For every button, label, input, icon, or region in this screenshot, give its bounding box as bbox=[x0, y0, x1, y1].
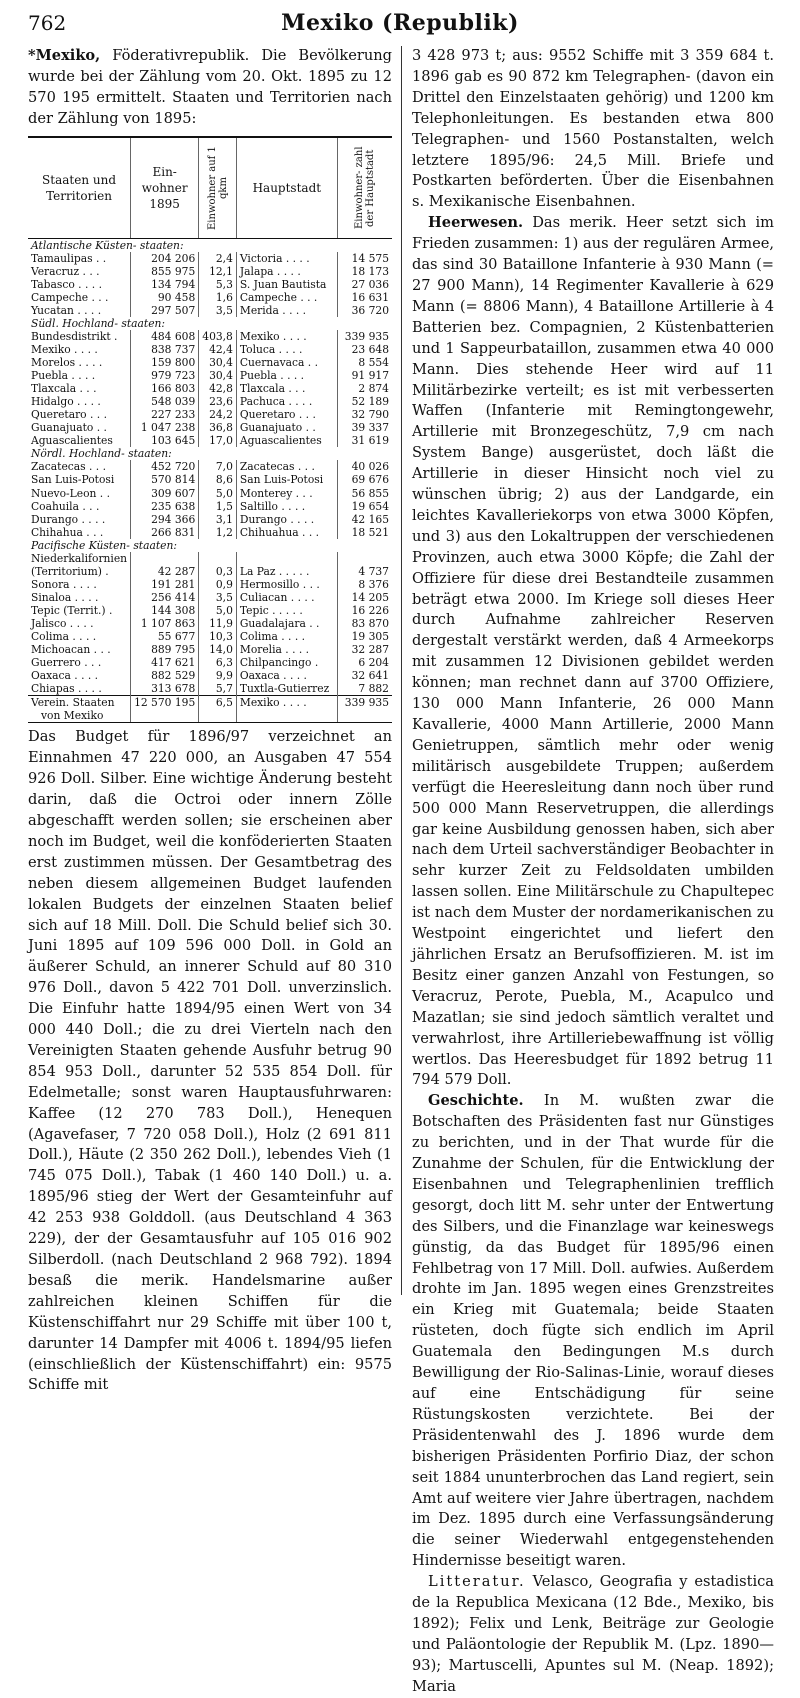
cell-population: 144 308 bbox=[131, 604, 199, 617]
cell-capital: Guanajuato . . bbox=[236, 421, 337, 434]
header-capital: Hauptstadt bbox=[236, 137, 337, 239]
cell-capital: Chihuahua . . . bbox=[236, 526, 337, 539]
cell-capital: Colima . . . . bbox=[236, 630, 337, 643]
states-table bbox=[28, 136, 392, 724]
table-row bbox=[28, 500, 392, 513]
table-row bbox=[28, 330, 392, 343]
table-row bbox=[28, 552, 392, 565]
table-row bbox=[28, 278, 392, 291]
table-row bbox=[28, 604, 392, 617]
cell-capital-population: 16 631 bbox=[337, 291, 392, 304]
cell-population: 134 794 bbox=[131, 278, 199, 291]
cell-state: Yucatan . . . . bbox=[31, 303, 102, 317]
table-row bbox=[28, 617, 392, 630]
table-body bbox=[28, 238, 392, 723]
total-row bbox=[28, 696, 392, 723]
cell-capital-population: 39 337 bbox=[337, 421, 392, 434]
cell-state: Colima . . . . bbox=[31, 630, 97, 644]
section-title: Südl. Hochland- staaten: bbox=[31, 316, 166, 330]
cell-capital-population: 52 189 bbox=[337, 395, 392, 408]
cell-capital: Victoria . . . . bbox=[236, 252, 337, 265]
cell-population: 204 206 bbox=[131, 252, 199, 265]
cell-state: Jalisco . . . . bbox=[31, 616, 94, 630]
budget-paragraph: Das Budget für 1896/97 verzeichnet an Einnahmen 47 220 000, an Ausgaben 47 554 926 Doll. Silber. Eine wichtige Änderung besteht darin, daß die Octroi oder innern Zölle abgeschafft werden sollen; sie erscheinen aber noch im Budget, weil die konföderierten Staaten erst zustimmen müssen. Der Gesamtbetrag des neben diesem allgemeinen Budget laufenden lokalen Budgets der einzelnen Staaten belief sich auf 18 Mill. Doll. Die Schuld belief sich 30. Juni 1895 auf 109 596 000 Doll. in Gold an äußerer Schuld, an innerer Schuld auf 80 310 976 Doll., davon 5 422 701 Doll. unverzinslich. Die Einfuhr hatte 1894/95 einen Wert von 34 000 440 Doll.; die zu drei Vierteln nach den Vereinigten Staaten gehende Ausfuhr betrug 90 854 953 Doll., darunter 52 535 854 Doll. für Edelmetalle; sonst waren Hauptausfuhrwaren: Kaffee (12 270 783 Doll.), Henequen (Agavefaser, 7 720 058 Doll.), Holz (2 691 811 Doll.), Häute (2 350 262 Doll.), lebendes Vieh (1 745 075 Doll.), Tabak (1 460 140 Doll.) u. a. 1895/96 stieg der Wert der Gesamteinfuhr auf 42 253 938 Golddoll. (aus Deutschland 4 363 229), der der Gesamtausfuhr auf 105 016 902 Silberdoll. (nach Deutschland 2 968 792). 1894 besaß die merik. Handelsmarine außer zahlreichen kleinen Schiffen für die Küstenschiffahrt nur 29 Schiffe mit über 100 t, darunter 14 Dampfer mit 4006 t. 1894/95 liefen (einschließlich der Küstenschiffahrt) ein: 9575 Schiffe mit bbox=[28, 728, 392, 1394]
cell-capital-population: 56 855 bbox=[337, 487, 392, 500]
cell-capital: Puebla . . . . bbox=[236, 369, 337, 382]
cell-capital-population: 32 790 bbox=[337, 408, 392, 421]
cell-population: 191 281 bbox=[131, 578, 199, 591]
table-row bbox=[28, 434, 392, 447]
total-capital: Mexiko . . . . bbox=[236, 696, 337, 723]
cell-capital: Hermosillo . . . bbox=[236, 578, 337, 591]
cell-population: 90 458 bbox=[131, 291, 199, 304]
cell-state: Nuevo-Leon . . bbox=[31, 486, 110, 500]
cell-density: 30,4 bbox=[199, 356, 237, 369]
cell-density: 10,3 bbox=[199, 630, 237, 643]
cell-density: 11,9 bbox=[199, 617, 237, 630]
cell-capital: Tuxtla-Gutierrez bbox=[236, 682, 337, 696]
header-state: Staaten und Territorien bbox=[28, 137, 131, 239]
cell-density: 403,8 bbox=[199, 330, 237, 343]
cell-state: Guerrero . . . bbox=[31, 656, 102, 670]
cell-state: Bundesdistrikt . bbox=[31, 329, 118, 343]
section-title: Nördl. Hochland- staaten: bbox=[31, 447, 172, 461]
cell-density: 42,4 bbox=[199, 343, 237, 356]
cell-capital-population: 16 226 bbox=[337, 604, 392, 617]
table-row bbox=[28, 369, 392, 382]
cell-population: 103 645 bbox=[131, 434, 199, 447]
cell-density: 3,1 bbox=[199, 513, 237, 526]
table-row bbox=[28, 669, 392, 682]
army-paragraph bbox=[412, 213, 774, 1091]
cell-population: 417 621 bbox=[131, 656, 199, 669]
cell-state: San Luis-Potosi bbox=[31, 473, 115, 487]
table-row bbox=[28, 526, 392, 539]
cell-capital: S. Juan Bautista bbox=[236, 278, 337, 291]
cell-density: 5,0 bbox=[199, 487, 237, 500]
section-row bbox=[28, 539, 392, 552]
section-row bbox=[28, 317, 392, 330]
cell-state: Queretaro . . . bbox=[31, 408, 107, 422]
history-text: In M. wußten zwar die Botschaften des Präsidenten fast nur Günstiges zu berichten, und in der That wurde für die Zunahme der Schulen, für die Entwicklung der Eisenbahnen und Telegraphenlinien trefflich gesorgt, doch litt M. sehr unter der Entwertung des Silbers, und die Finanzlage war keineswegs günstig, da das Budget für 1895/96 einen Fehlbetrag von 17 Mill. Doll. aufwies. Außerdem drohte im Jan. 1895 wegen eines Grenzstreites ein Krieg mit Guatemala; beide Staaten rüsteten, doch fügte sich endlich im April Guatemala den Bedingungen M.s durch Bewilligung der Rio-Salinas-Linie, worauf dieses auf eine Entschädigung für seine Rüstungskosten verzichtete. Bei der Präsidentenwahl des J. 1896 wurde dem bisherigen Präsidenten Porfirio Diaz, der schon seit 1884 ununterbrochen das Land regiert, sein Amt auf weitere vier Jahre übertragen, nachdem im Dez. 1895 durch eine Verfassungsänderung die seiner Wiederwahl entgegenstehenden Hindernisse beseitigt waren. bbox=[412, 1092, 774, 1570]
cell-density: 2,4 bbox=[199, 252, 237, 265]
table-row bbox=[28, 382, 392, 395]
cell-population: 548 039 bbox=[131, 395, 199, 408]
page-header bbox=[28, 8, 772, 38]
total-density: 6,5 bbox=[199, 696, 237, 723]
cell-capital-population bbox=[337, 552, 392, 565]
cell-state: Veracruz . . . bbox=[31, 264, 100, 278]
cell-state: Tepic (Territ.) . bbox=[31, 603, 113, 617]
table-row bbox=[28, 265, 392, 278]
cell-density: 7,0 bbox=[199, 460, 237, 473]
cell-capital-population: 7 882 bbox=[337, 682, 392, 696]
header-density-text: Einwohner auf 1 qkm bbox=[206, 145, 229, 230]
cell-capital: Cuernavaca . . bbox=[236, 356, 337, 369]
army-heading: Heerwesen. bbox=[428, 214, 524, 232]
intro-paragraph bbox=[28, 46, 392, 130]
cell-population: 227 233 bbox=[131, 408, 199, 421]
cell-capital-population: 8 376 bbox=[337, 578, 392, 591]
cell-capital-population: 339 935 bbox=[337, 330, 392, 343]
cell-capital: Tepic . . . . . bbox=[236, 604, 337, 617]
section-row bbox=[28, 238, 392, 252]
cell-capital-population: 19 305 bbox=[337, 630, 392, 643]
cell-capital: Morelia . . . . bbox=[236, 643, 337, 656]
table-row bbox=[28, 460, 392, 473]
table-row bbox=[28, 630, 392, 643]
cell-population bbox=[131, 552, 199, 565]
cell-state: Morelos . . . . bbox=[31, 356, 103, 370]
cell-capital-population: 23 648 bbox=[337, 343, 392, 356]
cell-state: Guanajuato . . bbox=[31, 421, 107, 435]
cell-capital: La Paz . . . . . bbox=[236, 565, 337, 578]
cell-population: 570 814 bbox=[131, 473, 199, 486]
table-row bbox=[28, 395, 392, 408]
cell-state: Hidalgo . . . . bbox=[31, 395, 101, 409]
entry-lead: *Mexiko, bbox=[28, 47, 101, 64]
cell-density: 8,6 bbox=[199, 473, 237, 486]
cell-population: 882 529 bbox=[131, 669, 199, 682]
table-row bbox=[28, 252, 392, 265]
total-state bbox=[28, 696, 131, 723]
cell-capital-population: 4 737 bbox=[337, 565, 392, 578]
table-row bbox=[28, 682, 392, 696]
cell-capital: Toluca . . . . bbox=[236, 343, 337, 356]
table-row bbox=[28, 578, 392, 591]
cell-capital: Campeche . . . bbox=[236, 291, 337, 304]
table-row bbox=[28, 643, 392, 656]
cell-capital-population: 36 720 bbox=[337, 304, 392, 317]
table-row bbox=[28, 473, 392, 486]
cell-state: Durango . . . . bbox=[31, 512, 106, 526]
cell-density: 23,6 bbox=[199, 395, 237, 408]
cell-capital-population: 27 036 bbox=[337, 278, 392, 291]
table-row bbox=[28, 421, 392, 434]
cell-capital: Culiacan . . . . bbox=[236, 591, 337, 604]
cell-state: Sonora . . . . bbox=[31, 577, 97, 591]
cell-state: Aguascalientes bbox=[31, 434, 113, 448]
total-state-line1: Verein. Staaten bbox=[31, 696, 115, 710]
cell-population: 484 608 bbox=[131, 330, 199, 343]
total-capital-population: 339 935 bbox=[337, 696, 392, 723]
cell-state: (Territorium) . bbox=[31, 564, 109, 578]
table-header-row bbox=[28, 137, 392, 239]
cell-density: 30,4 bbox=[199, 369, 237, 382]
cell-density: 0,3 bbox=[199, 565, 237, 578]
cell-capital: Oaxaca . . . . bbox=[236, 669, 337, 682]
cell-density: 5,7 bbox=[199, 682, 237, 696]
table-row bbox=[28, 591, 392, 604]
cell-density: 3,5 bbox=[199, 304, 237, 317]
cell-capital: Jalapa . . . . bbox=[236, 265, 337, 278]
cell-state: Michoacan . . . bbox=[31, 643, 111, 657]
cell-population: 294 366 bbox=[131, 513, 199, 526]
table-row bbox=[28, 656, 392, 669]
table-row bbox=[28, 291, 392, 304]
cell-state: Zacatecas . . . bbox=[31, 460, 107, 474]
intro-text: Föderativrepublik. Die Bevölkerung wurde bei der Zählung vom 20. Okt. 1895 zu 12 570 195 ermittelt. Staaten und Territorien nach der Zählung von 1895: bbox=[28, 47, 392, 127]
literature-text: Velasco, Geografia y estadistica de la Republica Mexicana (12 Bde., Mexiko, bis 1892); Felix und Lenk, Beiträge zur Geologie und Paläontologie der Republik M. (Lpz. 1890—93); Martuscelli, Apuntes sul M. (Neap. 1892); Maria bbox=[412, 1573, 774, 1695]
cell-capital: Pachuca . . . . bbox=[236, 395, 337, 408]
cell-capital-population: 18 173 bbox=[337, 265, 392, 278]
history-heading: Geschichte. bbox=[428, 1092, 524, 1110]
header-capital-population-text: Einwohner- zahl der Hauptstadt bbox=[353, 146, 376, 229]
cell-state: Oaxaca . . . . bbox=[31, 669, 99, 683]
cell-state: Mexiko . . . . bbox=[31, 343, 98, 356]
cell-population: 979 723 bbox=[131, 369, 199, 382]
cell-capital-population: 19 654 bbox=[337, 500, 392, 513]
cell-capital: Monterey . . . bbox=[236, 487, 337, 500]
cell-state: Coahuila . . . bbox=[31, 499, 100, 513]
cell-population: 452 720 bbox=[131, 460, 199, 473]
cell-population: 55 677 bbox=[131, 630, 199, 643]
cell-density: 0,9 bbox=[199, 578, 237, 591]
cell-density: 14,0 bbox=[199, 643, 237, 656]
cell-capital-population: 18 521 bbox=[337, 526, 392, 539]
cell-capital: Guadalajara . . bbox=[236, 617, 337, 630]
cell-state: Tamaulipas . . bbox=[31, 251, 107, 265]
cell-capital bbox=[236, 552, 337, 565]
header-density bbox=[199, 137, 237, 239]
cell-density: 17,0 bbox=[199, 434, 237, 447]
cell-population: 42 287 bbox=[131, 565, 199, 578]
table-row bbox=[28, 487, 392, 500]
running-head: Mexiko (Republik) bbox=[281, 10, 519, 36]
cell-state: Puebla . . . . bbox=[31, 369, 96, 383]
section-row bbox=[28, 447, 392, 460]
cell-population: 159 800 bbox=[131, 356, 199, 369]
table-row bbox=[28, 356, 392, 369]
left-column bbox=[28, 46, 392, 1394]
table-row bbox=[28, 343, 392, 356]
cell-capital-population: 14 205 bbox=[337, 591, 392, 604]
shipping-paragraph: 3 428 973 t; aus: 9552 Schiffe mit 3 359 684 t. 1896 gab es 90 872 km Telegraphen- (davon ein Drittel den Einzelstaaten gehörig) und 1200 km Telephonleitungen. Es bestanden etwa 800 Telegraphen- und 1560 Postanstalten, welch letztere 1895/96: 24,5 Mill. Briefe und Postkarten beförderten. Über die Eisenbahnen s. Mexikanische Eisenbahnen. bbox=[412, 47, 774, 211]
cell-capital-population: 42 165 bbox=[337, 513, 392, 526]
cell-population: 166 803 bbox=[131, 382, 199, 395]
cell-state: Sinaloa . . . . bbox=[31, 590, 99, 604]
cell-capital-population: 32 641 bbox=[337, 669, 392, 682]
cell-capital: Zacatecas . . . bbox=[236, 460, 337, 473]
total-population: 12 570 195 bbox=[131, 696, 199, 723]
cell-capital-population: 91 917 bbox=[337, 369, 392, 382]
cell-population: 838 737 bbox=[131, 343, 199, 356]
cell-capital: Merida . . . . bbox=[236, 304, 337, 317]
cell-population: 1 047 238 bbox=[131, 421, 199, 434]
cell-state: Chiapas . . . . bbox=[31, 682, 102, 696]
cell-capital-population: 40 026 bbox=[337, 460, 392, 473]
table-row bbox=[28, 513, 392, 526]
cell-capital: Queretaro . . . bbox=[236, 408, 337, 421]
cell-density: 1,6 bbox=[199, 291, 237, 304]
cell-capital: San Luis-Potosi bbox=[236, 473, 337, 486]
table-row bbox=[28, 565, 392, 578]
section-title: Pacifische Küsten- staaten: bbox=[31, 538, 177, 552]
cell-density: 1,2 bbox=[199, 526, 237, 539]
section-title: Atlantische Küsten- staaten: bbox=[31, 238, 184, 252]
table-row bbox=[28, 304, 392, 317]
cell-capital: Mexiko . . . . bbox=[236, 330, 337, 343]
cell-population: 855 975 bbox=[131, 265, 199, 278]
cell-capital: Durango . . . . bbox=[236, 513, 337, 526]
header-capital-population bbox=[337, 137, 392, 239]
cell-state: Chihahua . . . bbox=[31, 525, 104, 539]
literature-heading: Litteratur. bbox=[428, 1573, 526, 1591]
cell-capital: Tlaxcala . . . bbox=[236, 382, 337, 395]
cell-density: 1,5 bbox=[199, 500, 237, 513]
cell-capital-population: 31 619 bbox=[337, 434, 392, 447]
cell-density: 42,8 bbox=[199, 382, 237, 395]
army-text: Das merik. Heer setzt sich im Frieden zusammen: 1) aus der regulären Armee, das sind 30 Bataillone Infanterie à 930 Mann (= 27 900 Mann), 14 Regimenter Kavallerie à 629 Mann (= 8806 Mann), 4 Bataillone Artillerie à 4 Batterien bez. Compagnien, 2 Küstenbatterien und 1 Sappeurbataillon, zusammen etwa 40 000 Mann. Dies stehende Heer wird auf 11 Militärbezirke verteilt; es ist mit verbesserten Waffen (Infanterie mit Remingtongewehr, Artillerie mit Bronzegeschütz, 7,9 cm nach System Bange) ausgerüstet, doch läßt die Artillerie in dieser Hinsicht noch viel zu wünschen übrig; 2) aus der Landgarde, ein leichtes Kavalleriekorps von etwa 3000 Köpfen, und 3) aus den Lokaltruppen der verschiedenen Provinzen, auch etwa 3000 Köpfe; die Zahl der Offiziere für diese drei Bestandteile zusammen beträgt etwa 2000. Im Kriege soll dieses Heer durch Aufnahme zahlreicher Reserven dergestalt verstärkt werden, daß 4 Armeekorps mit zusammen 12 Divisionen gebildet werden können; man rechnet dann auf 3700 Offiziere, 130 000 Mann Infanterie, 26 000 Mann Kavallerie, 4000 Mann Artillerie, 2000 Mann Genietruppen, sämtlich mehr oder wenig militärisch ausgebildete Truppen; außerdem verfügt die Heeresleitung dann noch über rund 500 000 Mann Reservetruppen, die allerdings gar keine Ausbildung genossen haben, sich aber nach dem Urteil sachverständiger Beobachter in sehr kurzer Zeit zu Feldsoldaten umbilden lassen sollen. Eine Militärschule zu Chapultepec ist nach dem Muster der nordamerikanischen zu Westpoint eingerichtet und liefert den jährlichen Ersatz an Berufsoffizieren. M. ist im Besitz einer ganzen Anzahl von Festungen, so Veracruz, Perote, Puebla, M., Acapulco und Mazatlan; sie sind jedoch sämtlich veraltet und verwahrlost, ihre Artilleriebewaffnung ist völlig wertlos. Das Heeresbudget für 1892 betrug 11 794 579 Doll. bbox=[412, 214, 774, 1089]
cell-population: 309 607 bbox=[131, 487, 199, 500]
page-number: 762 bbox=[28, 11, 67, 35]
cell-population: 266 831 bbox=[131, 526, 199, 539]
cell-density: 9,9 bbox=[199, 669, 237, 682]
cell-capital-population: 83 870 bbox=[337, 617, 392, 630]
cell-capital-population: 69 676 bbox=[337, 473, 392, 486]
cell-population: 235 638 bbox=[131, 500, 199, 513]
table-row bbox=[28, 408, 392, 421]
cell-capital-population: 8 554 bbox=[337, 356, 392, 369]
cell-capital: Saltillo . . . . bbox=[236, 500, 337, 513]
cell-capital-population: 6 204 bbox=[337, 656, 392, 669]
cell-density bbox=[199, 552, 237, 565]
header-population: Ein- wohner 1895 bbox=[131, 137, 199, 239]
cell-density: 5,3 bbox=[199, 278, 237, 291]
cell-state: Niederkalifornien bbox=[31, 551, 128, 565]
cell-state: Tabasco . . . . bbox=[31, 277, 102, 291]
cell-capital-population: 32 287 bbox=[337, 643, 392, 656]
cell-density: 12,1 bbox=[199, 265, 237, 278]
right-column bbox=[412, 46, 774, 1695]
column-rule bbox=[401, 46, 402, 1295]
cell-capital: Chilpancingo . bbox=[236, 656, 337, 669]
history-paragraph bbox=[412, 1091, 774, 1572]
cell-capital-population: 2 874 bbox=[337, 382, 392, 395]
cell-capital-population: 14 575 bbox=[337, 252, 392, 265]
cell-density: 36,8 bbox=[199, 421, 237, 434]
cell-density: 6,3 bbox=[199, 656, 237, 669]
cell-density: 3,5 bbox=[199, 591, 237, 604]
cell-population: 256 414 bbox=[131, 591, 199, 604]
cell-population: 889 795 bbox=[131, 643, 199, 656]
cell-state: Tlaxcala . . . bbox=[31, 382, 97, 396]
literature-paragraph bbox=[412, 1572, 774, 1697]
cell-population: 297 507 bbox=[131, 304, 199, 317]
cell-density: 24,2 bbox=[199, 408, 237, 421]
cell-population: 1 107 863 bbox=[131, 617, 199, 630]
total-state-line2: von Mexiko bbox=[41, 709, 104, 723]
cell-population: 313 678 bbox=[131, 682, 199, 696]
cell-capital: Aguascalientes bbox=[236, 434, 337, 447]
cell-state: Campeche . . . bbox=[31, 290, 109, 304]
cell-density: 5,0 bbox=[199, 604, 237, 617]
